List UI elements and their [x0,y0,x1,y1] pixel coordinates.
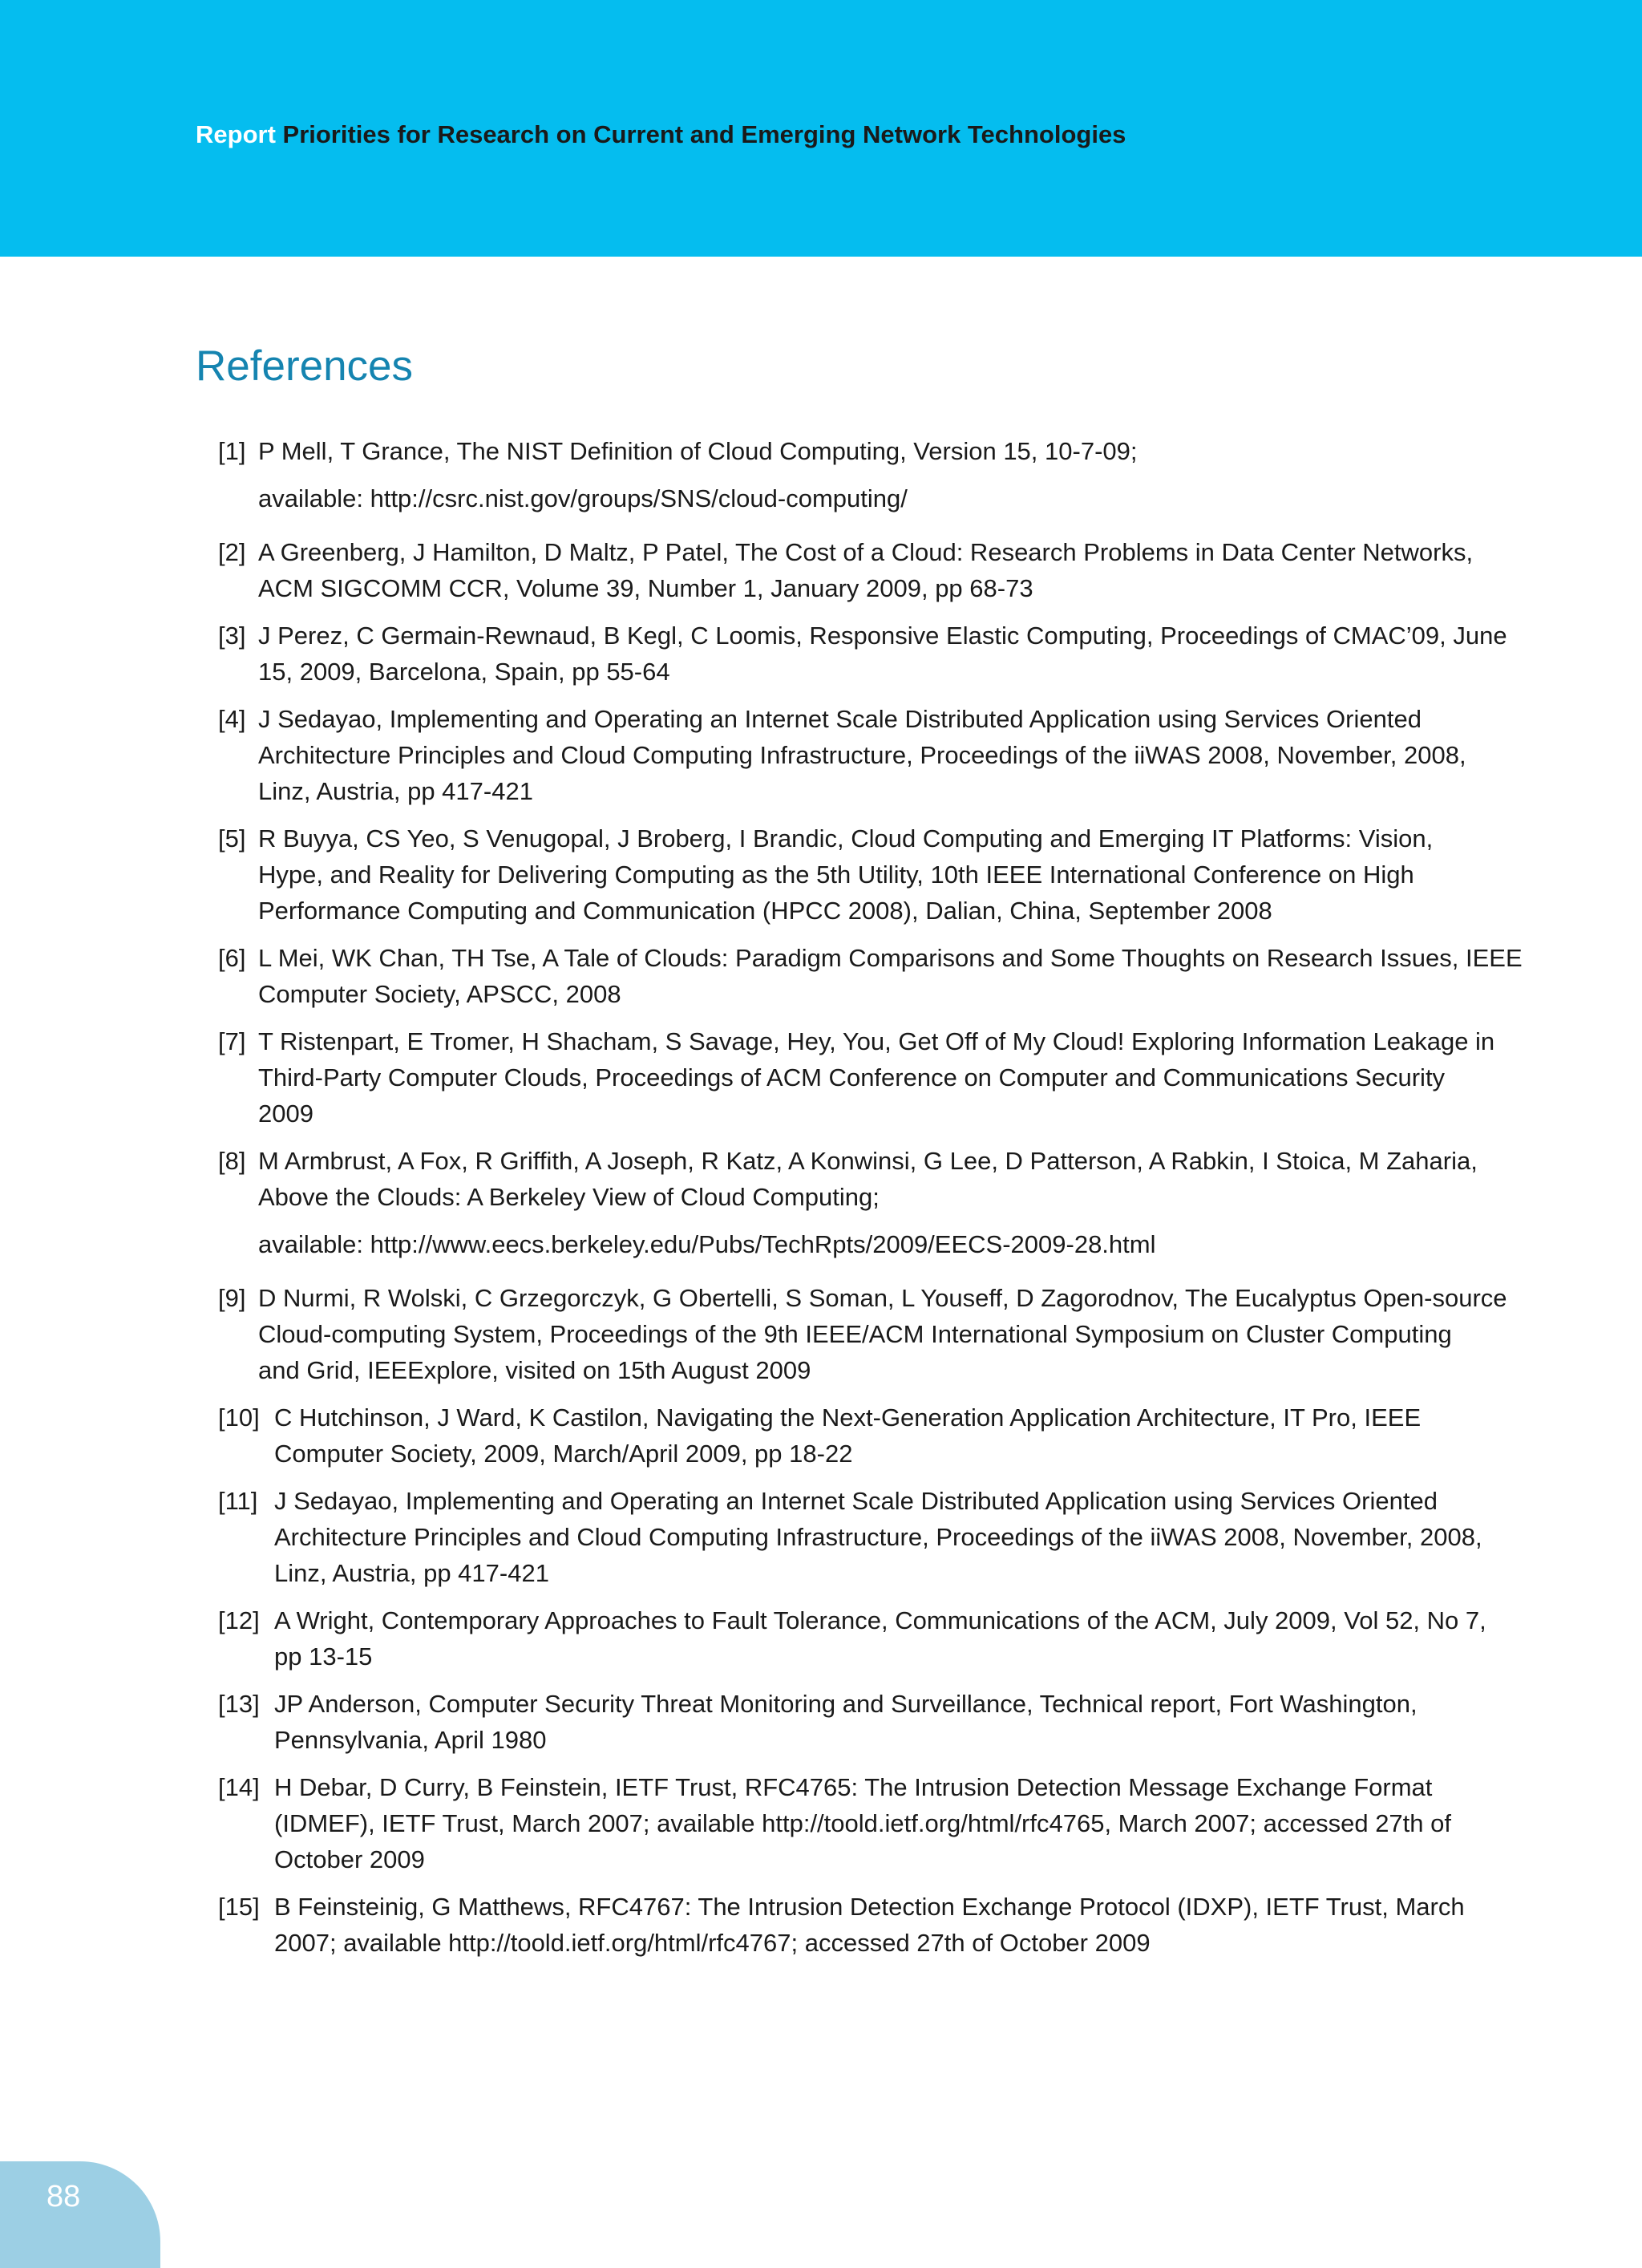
reference-number: [13] [218,1690,260,1718]
reference-text-line: Architecture Principles and Cloud Computing Infrastructure, Proceedings of the iiWAS 2008, November, 2008, [274,1523,1482,1551]
reference-item [218,534,1533,606]
reference-text-line: Hype, and Reality for Delivering Computing as the 5th Utility, 10th IEEE International Conference on High [258,861,1414,889]
reference-text-line: P Mell, T Grance, The NIST Definition of Cloud Computing, Version 15, 10-7-09; [258,437,1138,465]
reference-text-line: pp 13-15 [274,1642,373,1671]
reference-text-line: T Ristenpart, E Tromer, H Shacham, S Savage, Hey, You, Get Off of My Cloud! Exploring Information Leakage in [258,1027,1495,1055]
reference-text-line: Performance Computing and Communication (HPCC 2008), Dalian, China, September 2008 [258,897,1272,925]
reference-text-line: D Nurmi, R Wolski, C Grzegorczyk, G Obertelli, S Soman, L Youseff, D Zagorodnov, The Eucalyptus Open-source [258,1284,1507,1312]
section-heading: References [196,342,414,390]
reference-text-line: C Hutchinson, J Ward, K Castilon, Navigating the Next-Generation Application Architecture, IT Pro, IEEE [274,1403,1422,1432]
reference-text-line: M Armbrust, A Fox, R Griffith, A Joseph, R Katz, A Konwinsi, G Lee, D Patterson, A Rabkin, I Stoica, M Zaharia, [258,1147,1478,1175]
reference-text-line: A Wright, Contemporary Approaches to Fault Tolerance, Communications of the ACM, July 2009, Vol 52, No 7, [274,1606,1486,1634]
reference-available-url: available: http://csrc.nist.gov/groups/SNS/cloud-computing/ [258,484,908,512]
reference-number: [14] [218,1773,260,1801]
reference-number: [3] [218,622,246,650]
reference-text-line: A Greenberg, J Hamilton, D Maltz, P Patel, The Cost of a Cloud: Research Problems in Data Center Networks, [258,538,1474,566]
reference-item [218,433,1533,516]
reference-text-line: 2009 [258,1100,313,1128]
reference-item [218,1023,1533,1132]
reference-text-line: H Debar, D Curry, B Feinstein, IETF Trust, RFC4765: The Intrusion Detection Message Exchange Format [274,1773,1433,1801]
reference-text-line: ACM SIGCOMM CCR, Volume 39, Number 1, January 2009, pp 68-73 [258,574,1033,602]
reference-number: [8] [218,1147,246,1175]
reference-item [218,1686,1533,1758]
reference-number: [15] [218,1893,260,1921]
reference-item [218,618,1533,690]
reference-text-line: and Grid, IEEExplore, visited on 15th August 2009 [258,1356,811,1384]
reference-text-line: J Sedayao, Implementing and Operating an Internet Scale Distributed Application using Services Oriented [274,1487,1438,1515]
reference-text-line: 15, 2009, Barcelona, Spain, pp 55-64 [258,658,670,686]
page-number: 88 [47,2180,81,2213]
reference-number: [5] [218,824,246,853]
reference-text-line: J Perez, C Germain-Rewnaud, B Kegl, C Loomis, Responsive Elastic Computing, Proceedings of CMAC’09, June [258,622,1507,650]
reference-item [218,820,1533,929]
report-title: Priorities for Research on Current and Emerging Network Technologies [282,120,1126,148]
reference-item [218,940,1533,1012]
reference-item [218,1769,1533,1877]
reference-text-line: Architecture Principles and Cloud Computing Infrastructure, Proceedings of the iiWAS 2008, November, 2008, [258,741,1466,769]
reference-item [218,1399,1533,1472]
reference-number: [9] [218,1284,246,1312]
report-header-title [196,119,1126,151]
reference-number: [2] [218,538,246,566]
reference-list [218,433,1533,1972]
reference-text-line: Cloud-computing System, Proceedings of the 9th IEEE/ACM International Symposium on Cluster Computing [258,1320,1452,1348]
reference-text-line: Linz, Austria, pp 417-421 [258,777,533,805]
reference-number: [1] [218,437,246,465]
reference-text-line: J Sedayao, Implementing and Operating an Internet Scale Distributed Application using Services Oriented [258,705,1422,733]
reference-text-line: Above the Clouds: A Berkeley View of Cloud Computing; [258,1183,880,1211]
reference-item [218,701,1533,809]
reference-text-line: R Buyya, CS Yeo, S Venugopal, J Broberg, I Brandic, Cloud Computing and Emerging IT Platforms: Vision, [258,824,1434,853]
reference-number: [4] [218,705,246,733]
reference-text-line: 2007; available http://toold.ietf.org/html/rfc4767; accessed 27th of October 2009 [274,1929,1151,1957]
reference-number: [6] [218,944,246,972]
reference-text-line: Computer Society, 2009, March/April 2009, pp 18-22 [274,1440,853,1468]
reference-text-line: B Feinsteinig, G Matthews, RFC4767: The Intrusion Detection Exchange Protocol (IDXP), IETF Trust, March [274,1893,1465,1921]
reference-text-line: L Mei, WK Chan, TH Tse, A Tale of Clouds: Paradigm Comparisons and Some Thoughts on Research Issues, IEEE [258,944,1523,972]
reference-number: [11] [218,1487,258,1515]
reference-text-line: JP Anderson, Computer Security Threat Monitoring and Surveillance, Technical report, Fort Washington, [274,1690,1418,1718]
reference-text-line: (IDMEF), IETF Trust, March 2007; available http://toold.ietf.org/html/rfc4765, March 2007; accessed 27th of [274,1809,1451,1837]
reference-item [218,1280,1533,1388]
reference-item [218,1143,1533,1262]
reference-number: [7] [218,1027,246,1055]
reference-text-line: Linz, Austria, pp 417-421 [274,1559,549,1587]
report-tag: Report [196,120,276,148]
reference-number: [12] [218,1606,260,1634]
reference-number: [10] [218,1403,260,1432]
reference-available-url: available: http://www.eecs.berkeley.edu/Pubs/TechRpts/2009/EECS-2009-28.html [258,1230,1156,1258]
reference-item [218,1602,1533,1675]
reference-item [218,1889,1533,1961]
reference-text-line: Third-Party Computer Clouds, Proceedings of ACM Conference on Computer and Communications Security [258,1063,1446,1091]
reference-text-line: Pennsylvania, April 1980 [274,1726,547,1754]
reference-text-line: Computer Society, APSCC, 2008 [258,980,621,1008]
reference-text-line: October 2009 [274,1845,425,1873]
reference-item [218,1483,1533,1591]
